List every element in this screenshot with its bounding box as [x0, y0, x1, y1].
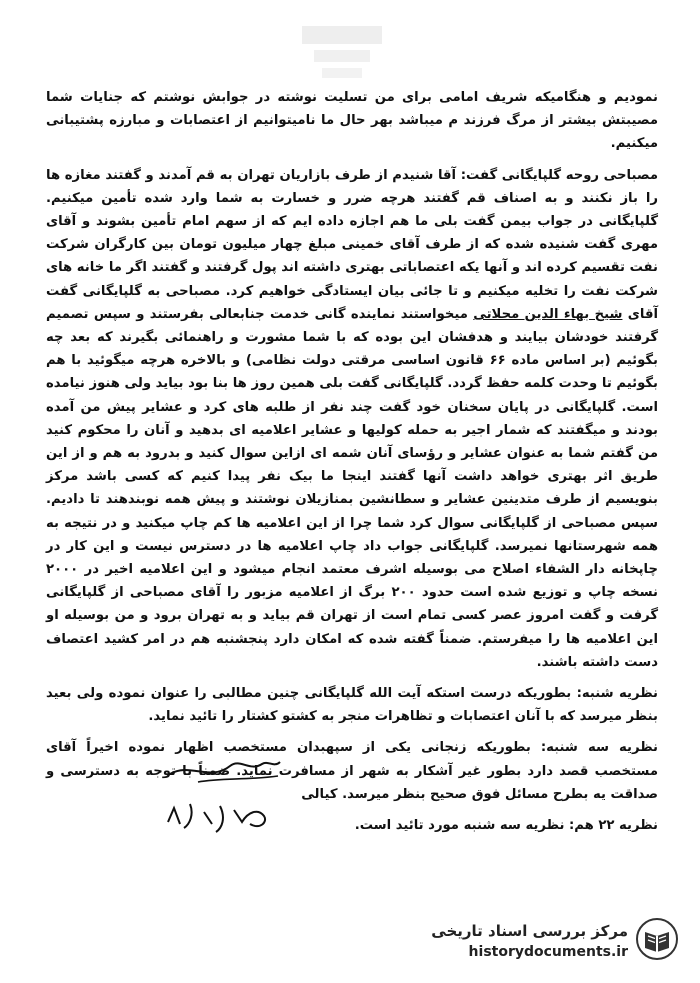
- handwritten-signature: [150, 752, 300, 842]
- archive-watermark: [400, 912, 690, 972]
- paragraph-assessment-tuesday: نظریه سه شنبه: بطوریکه زنجانی یکی از سپهبدان مستخصب اظهار نموده اخیراً آقای مستخصب قصد دارد بطور غیر آشکار به شهر از مسافرت نماید. ضمناً با توجه به دسترسی و صداقت یه بطرح مسائل فوق صحیح بنظر میرسد. کیالی: [46, 740, 658, 802]
- paragraph-intro: نمودیم و هنگامیکه شریف امامی برای من تسلیت نوشته در جوابش نوشتم که جنایات شما مصیبتش بیشتر از مرگ فرزند م میباشد بهر حال ما نامیتوانیم از اعتصابات و مبارزه پشتیبانی میکنیم.: [46, 90, 658, 152]
- document-body: [46, 86, 658, 837]
- paragraph-assessment-final: نظریه ۲۲ هم: نظریه سه شنبه مورد تائید است.: [354, 818, 658, 834]
- archive-url: historydocuments.ir: [468, 944, 628, 960]
- paragraph-report: مصباحی روحه گلپایگانی گفت: آقا شنیدم از طرف بازاریان تهران به قم آمدند و گفتند مغازه ها را باز نکنند و به اصناف قم گفتند هرچه ضرر و خسارت به شما وارد شده تأمین میکنیم. گلپایگانی در جواب بیمن گفت بلی ما هم اجازه داده ایم که از سهم امام تأمین بشوند و آقای مهری گفت شنیده شده که از طرف آقای خمینی مبلغ چهار میلیون تومان بین کارگران شرکت نفت تقسیم کرده اند و آنها یکه اعتصاباتی بهتری داشته اند پول گرفتند و گفتند اگر ما خانه های شرکت نفت را تخلیه میکنیم و تا جائی بیان ایستادگی خواهیم کرد. مصباحی به گلپایگانی گفت آقای شیخ بهاء الدین محلاتی میخواستند نماینده گانی خدمت جنابعالی بفرستند و سپس تصمیم گرفتند خودشان بیایند و هدفشان این بوده که با شما مشورت و راهنمائی بگیرند که بعد چه بگوئیم (بر اساس ماده ۶۶ قانون اساسی مرقتی دولت نظامی) و بالاخره هرچه میگوئید با هم بگوئیم تا وحدت کلمه حفظ گردد. گلپایگانی گفت بلی همین روز ها بنا بود بیاید ولی هنوز نیامده است. گلپایگانی در پایان سخنان خود گفت چند نفر از طلبه های کرد و عشایر پیش من آمده بودند و میگفتند که شمار اجیر به حمله کولیها و عشایر اعلامیه ای بدهید و آنان را محکوم کنید من گفتم شما به عنوان عشایر و رؤسای آنان شمه ای ازاین سوال کنید و بدرود به هم و از این طریق اثر بهتری خواهد داشت آنها گفتند اینجا ما بیک نفر پیدا کنیم که کسی باشد مرکز بنویسیم از طرف متدینین عشایر و سطانشین بمنازیلان نوشتند و پیش همه نوبندهند تا دادیم. سپس مصباحی از گلپایگانی سوال کرد شما چرا از این اعلامیه ها کم چاپ میکنید و در نتیجه به همه شهرستانها نمیرسد. گلپایگانی جواب داد چاپ اعلامیه ها در دسترس نیست و این کار در چاپخانه دار الشفاء اصلاح می بوسیله اشرف معتمد انجام میشود و این اعلامیه اخیر در ۲۰۰۰ نسخه چاپ و توزیع شده است حدود ۲۰۰ برگ از اعلامیه مزبور را آقای مصباحی از گلپایگانی گرفت و گفت امروز عصر کسی تمام است از تهران قم بیاید و به تهران برود و من بوسیله او این اعلامیه ها را میفرستم. ضمناً گفته شده که امکان دارد پنجشنبه هم در امر کشید اعتصاف دست داشته باشند.: [46, 167, 658, 670]
- book-logo-icon: [636, 918, 678, 960]
- faint-letterhead-stamp: [292, 18, 392, 90]
- archive-name: مرکز بررسی اسناد تاریخی: [431, 922, 628, 940]
- paragraph-assessment-saturday: نظریه شنبه: بطوریکه درست استکه آیت الله گلپایگانی چنین مطالبی را عنوان نموده ولی بعید بنظر میرسد که با آنان اعتصابات و تظاهرات منجر به کشتو کشتار را تائید نماید.: [46, 686, 658, 725]
- underlined-name: شیخ بهاء الدین محلاتی: [473, 306, 623, 322]
